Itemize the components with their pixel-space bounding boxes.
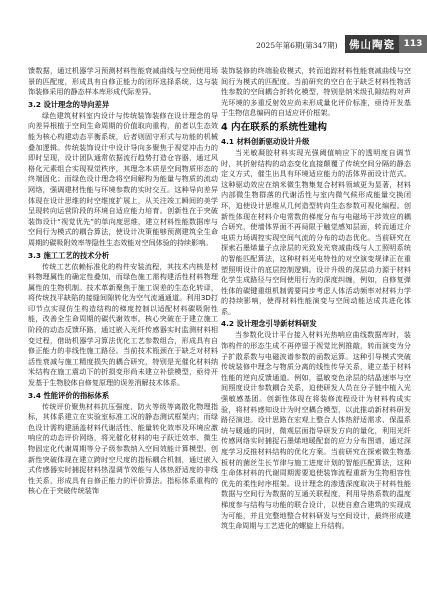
page-number: 113 — [399, 35, 427, 53]
journal-name: 佛山陶瓷 — [345, 35, 399, 53]
section-heading-3-2: 3.2 设计理念的导向差异 — [28, 99, 110, 109]
section-heading-3-4: 3.4 性能评价的指标体系 — [28, 390, 110, 400]
right-paragraph-2: 当光敏凝胶材料实现光强阈值响应下的透明度自调节时，其折射结构的动态变化直接颠覆了传统空间分隔的静态定义方式，催生出具有环境适应能力的活体界面设计范式。这种驱动效应在纳米微生物集复合材料领域更为显著，材料内部微生物群落的代谢活性与室内微气候形成能量交换闭环，迫使设计思维从几何造型转向生态参数可视化编程。创新性体现在材料介电常数的梯度分布与电磁场干涉效应的耦合研究，使墙体界面不再局限于触觉感知层面，转而通过介电质力场调控实现空间气流的分布的动态优化。当前研究在探索石墨烯量子点涂层的光致发光衰减曲线与人工照明系统的智能匹配算法，这种材料光电特性的对空演变规律正在重塑照明设计的底层控制逻辑。设计升级的深层动力源于材料化学生成路径与空间使用行为的深度纠缠，例如，自修复弹性体的碳键重组机制需要同步考虑人体活动频率对材料力学的持续影响，使得材料性能演变与空间动能达成共进化体系。 — [221, 147, 411, 316]
left-paragraph-4: 传统评价聚焦材料抗压强度、防火等级等离散化物理指标，其体系建立在实验室标准工况的静态测试框架内；而绿色设计需构建涵盖材料代谢活性、能量转化效率及环境应激响应的动态评价网络，将光催化材料的电子跃迁效率、微生物固定化代谢周期等分子级参数纳入空间效能计算模型。创新性突破体现在建立跨时空尺度的指标耦合机制，通过嵌入式传感器实时捕捉材料热湿调节效能与人体热舒适度的非线性关系，形成具有自修正能力的评价算法。指标体系重构的核心在于突破传统装饰 — [28, 401, 218, 496]
right-paragraph-1: 装饰装修的终端验收模式，转而追踪材料性能衰减曲线与空间行为模式的匹配度。当前研究的空白在于缺乏材料性物活性参数的空间耦合折转化模型，特别是纳米级孔隙结构对声光环境的多重反射效应尚未形成量化评价标准，亟待开发基于生物信息编码的自适应评价框架。 — [221, 66, 411, 118]
section-heading-4-2: 4.2 设计理念引导新材料研发 — [221, 319, 317, 329]
right-column — [221, 66, 411, 532]
page-header — [0, 0, 427, 58]
section-heading-4: 4 内在联系的系统性建构 — [221, 121, 327, 133]
left-paragraph-2: 绿色建筑材料室内设计与传统装饰装修在设计理念的导向差异根植于空间生命周期的价值取向重构，前者以生态效能为核心构建动态平衡系统，后者则固守形式与功能的机械叠加逻辑。传统装饰设计中设计导向多聚焦于视觉冲击力的即时呈现，设计团队通常依据流行趋势打造仓容器，通过风格化元素组合实现视觉秩序，其理念本质是空间物质形态的终端固化；而绿色设计理念将空间解构为能量与物质的流动网络，强调建材性能与环境参数的实时交互。这种导向差异体现在设计思维的时空维度扩展上，从关注竣工瞬间的美学呈现转向运营阶段的环境自适应能力培育。创新性在于突破装饰设计“视觉优先”的单向度思维，建立材料性能数据库与空间行为模式的耦合算法，使设计决策能够预测建筑全生命周期的碳吸附效率等隐性生态效能对空间体验的持续影响。 — [28, 110, 218, 247]
section-heading-4-1: 4.1 材料创新驱动设计升级 — [221, 136, 310, 146]
right-paragraph-3: 当参数化设计平台接入材料光热响应曲线数据库时，装饰构件的形态生成不再停留于视觉比例推敲，转而演变为分子扩散系数与电磁波谱参数的函数运算。这种引导模式突破传统装修中理念与物质分离的线性传导关系，建立基于材料性能的逆向反馈通道。例如，温敏变色涂层的结晶速率与空间照度设计参数耦合关系，迫使研发人员在分子链中植入光强敏感基团。创新性体现在将装修流程设计为材料构成实验，将材料感知设计为时空耦合模型，以此推动新材料研发路径演进。设计思路在宏观上整合人体热舒适需求、保温系统与暖通的同时，微观层面指导研发方向的量化，利用光纤传感网络实时捕捉石墨烯地暖配套的应力分布图谱，通过深度学习反推材料结构的优化方案。当前研究在探索微生物基板材的菌丝生长节律与施工进度计划的智能匹配算法，这种生命体材料的代谢周期需要追使装饰流程重新为生物相容性优先的柔性时序框架。设计理念的渗透深度取决于材料性能数据与空间行为数据的互通关联程度，利用导热系数的温度梯度参与结构与功能的联合设计，以使自愈合建筑的实现成为可能，并且完整地整合材料研发与空间设计，最终形成建筑生命周期与工艺进化的螺旋上升结构。 — [221, 330, 411, 531]
left-paragraph-3: 传统工艺依赖标准化的构件安装流程，其技术内核是材料物理属性的确定性叠加，而绿色施工需构建活性材料物理属性的生物机制。技术革新聚焦于施工误差的生态化转译，将传统找平缺陷的接缝间隙转化为空气流通通道。利用3D打印节点实现仿生构造结构的梯度控制以适配材料碳吸附性能，改善全生命周期的碳代谢效率。核心突破在于建立施工阶段的动态反馈环路，通过嵌入光纤传感器实时监测材料相变过程，借助机器学习算法优化工艺参数组合，形成具有自修正能力的非线性施工路径。当前技术瓶颈在于缺乏对材料活性衰减与施工精度损失的耦合研究，特别是光催化材料纳米结构在施工震动下的折损变形尚未建立补偿模型，亟待开发基于生物胶体自修复原理的误差消解技术体系。 — [28, 261, 218, 388]
left-column — [28, 66, 218, 497]
issue-label: 2025年第6期(第347期) — [256, 41, 338, 50]
left-paragraph-1: 馈数据，通过机器学习预测材料性能衰减曲线与空间使用场景的匹配度，形成具有自修正能力的闭环选择系统，这与装饰装修采用的静态样本库形成代际差异。 — [28, 66, 218, 97]
section-heading-3-3: 3.3 施工工艺的技术分析 — [28, 250, 110, 260]
header-tabs — [345, 35, 427, 53]
